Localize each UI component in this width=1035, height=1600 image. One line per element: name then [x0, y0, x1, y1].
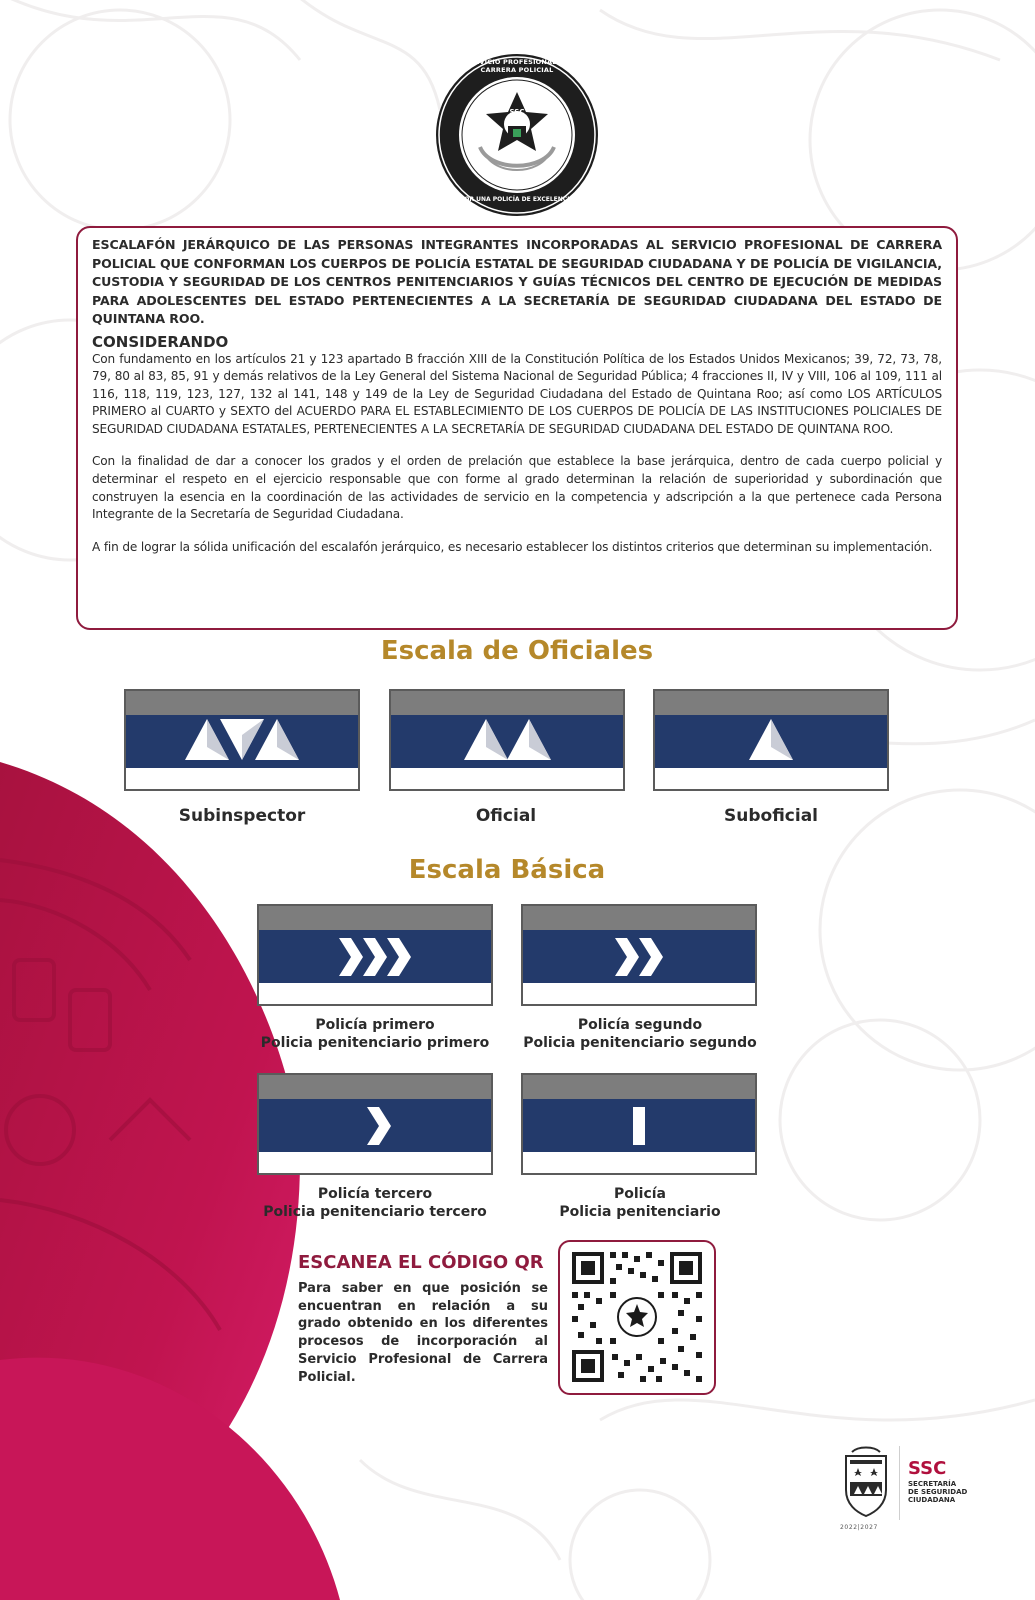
insignia-policia — [521, 1073, 757, 1175]
insignia-suboficial — [653, 689, 889, 791]
rank-line-2: Policia penitenciario tercero — [263, 1204, 487, 1220]
officers-scale-title: Escala de Oficiales — [380, 636, 654, 666]
ssc-line-3: CIUDADANA — [908, 1496, 956, 1504]
rank-line-2: Policia penitenciario — [559, 1204, 721, 1220]
ssc-line-2: DE SEGURIDAD — [908, 1488, 968, 1496]
rank-label-policia-tercero — [250, 1185, 500, 1221]
notice-panel — [76, 226, 958, 630]
two-chevrons-icon — [523, 930, 755, 983]
seal-ring-text-bottom: POR UNA POLICÍA DE EXCELENCIA — [459, 196, 575, 203]
government-years: 2022|2027 — [840, 1524, 878, 1531]
bar-icon — [523, 1099, 755, 1152]
qr-description: Para saber en que posición se encuentran en relación a su grado obtenido en los diferentes procesos de incorporación al Servicio Profesional de Carrera Policial. — [298, 1281, 548, 1385]
ssc-logo-text: SSC — [908, 1458, 947, 1479]
rank-label-subinspector: Subinspector — [178, 806, 306, 826]
rank-line-1: Policía — [613, 1186, 667, 1202]
rank-label-policia — [515, 1185, 765, 1221]
rank-label-policia-segundo — [515, 1016, 765, 1052]
seal-ring-text-top: SERVICIO PROFESIONAL DE CARRERA POLICIAL — [464, 58, 570, 74]
rank-line-2: Policia penitenciario segundo — [523, 1035, 757, 1051]
notice-paragraph-1: Con fundamento en los artículos 21 y 123 apartado B fracción XIII de la Constitución Política de los Estados Unidos Mexicanos; 39, 72, 73, 78, 79, 80 al 83, 85, 91 y demás relativos de la Ley General del Sistema Nacional de Seguridad Pública; 4 fracciones II, IV y VIII, 106 al 109, 111 al 116, 118, 119, 123, 127, 132 al 141, 148 y 149 de la Ley de Seguridad Ciudadana del Estado de Quintana Roo; así como LOS ARTÍCULOS PRIMERO al CUARTO y SEXTO del ACUERDO PARA EL ESTABLECIMIENTO DE LOS CUERPOS DE POLICÍA DE LAS INSTITUCIONES POLICIALES DE SEGURIDAD CIUDADANA ESTATALES, PERTENECIENTES A LA SECRETARÍA DE SEGURIDAD CIUDADANA DEL ESTADO DE QUINTANA ROO. — [92, 351, 942, 436]
rank-line-2: Policia penitenciario primero — [260, 1035, 490, 1051]
notice-paragraph-3: A fin de lograr la sólida unificación del escalafón jerárquico, es necesario establecer los distintos criterios que determinan su implementación. — [92, 539, 933, 554]
qr-title: ESCANEA EL CÓDIGO QR — [298, 1252, 544, 1273]
insignia-subinspector — [124, 689, 360, 791]
footer-divider — [899, 1446, 900, 1520]
notice-title: ESCALAFÓN JERÁRQUICO DE LAS PERSONAS INTEGRANTES INCORPORADAS AL SERVICIO PROFESIONAL DE CARRERA POLICIAL QUE CONFORMAN LOS CUERPOS DE POLICÍA ESTATAL DE SEGURIDAD CIUDADANA Y DE POLICÍA DE VIGILANCIA, CUSTODIA Y SEGURIDAD DE LOS CENTROS PENITENCIARIOS Y GUÍAS TÉCNICOS DEL CENTRO DE EJECUCIÓN DE MEDIDAS PARA ADOLESCENTES DEL ESTADO PERTENECIENTES A LA SECRETARÍA DE SEGURIDAD CIUDADANA DEL ESTADO DE QUINTANA ROO. — [92, 237, 942, 326]
qr-code-icon — [560, 1242, 714, 1393]
rank-label-suboficial: Suboficial — [724, 806, 818, 826]
one-chevron-icon — [259, 1099, 491, 1152]
state-shield-logo — [838, 1446, 894, 1522]
police-career-seal — [434, 52, 600, 218]
basic-scale-title: Escala Básica — [408, 855, 606, 885]
seal-badge-text: SSC — [509, 108, 525, 116]
two-triangles-icon — [391, 715, 623, 768]
rank-line-1: Policía segundo — [577, 1017, 703, 1033]
three-chevrons-icon — [259, 930, 491, 983]
insignia-policia-tercero — [257, 1073, 493, 1175]
qr-code[interactable] — [558, 1240, 716, 1395]
three-triangles-icon — [126, 715, 358, 768]
rank-line-1: Policía tercero — [317, 1186, 433, 1202]
insignia-oficial — [389, 689, 625, 791]
insignia-policia-primero — [257, 904, 493, 1006]
one-triangle-icon — [655, 715, 887, 768]
considerando-heading: CONSIDERANDO — [92, 332, 229, 351]
insignia-policia-segundo — [521, 904, 757, 1006]
rank-label-policia-primero — [250, 1016, 500, 1052]
rank-line-1: Policía primero — [315, 1017, 435, 1033]
rank-label-oficial: Oficial — [475, 806, 537, 826]
ssc-line-1: SECRETARÍA — [908, 1480, 957, 1488]
notice-paragraph-2: Con la finalidad de dar a conocer los grados y el orden de prelación que establece la base jerárquica, dentro de cada cuerpo policial y determinar el respeto en el ejercicio responsable que con forme al grado determinan la relación de superioridad y subordinación que construyen la esencia en la coordinación de las actividades de servicio en la competencia y adscripción a la que pertenece cada Persona Integrante de la Secretaría de Seguridad Ciudadana. — [92, 454, 942, 522]
